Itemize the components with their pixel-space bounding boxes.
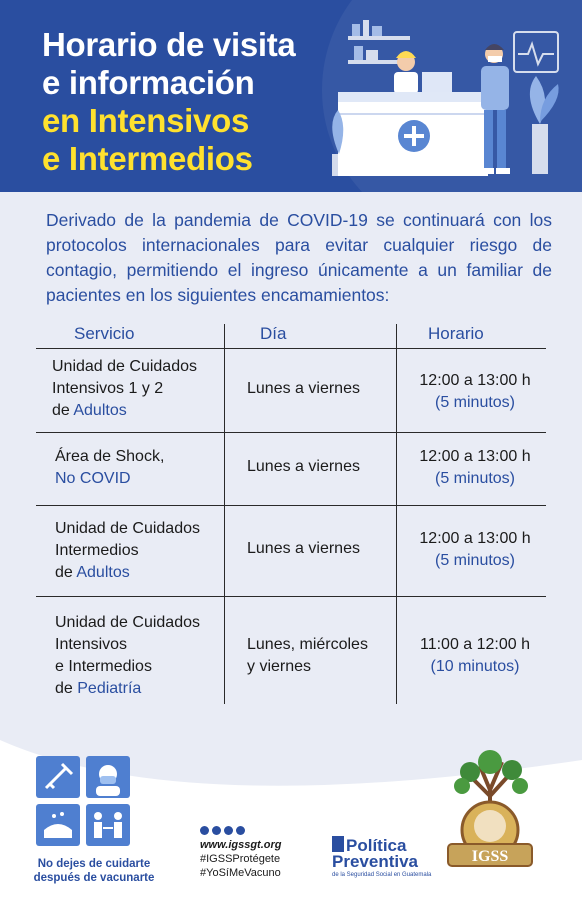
table-row <box>52 356 197 422</box>
servicio-highlight: No COVID <box>55 470 131 487</box>
social-icons <box>200 826 282 835</box>
social-info <box>200 826 282 880</box>
mask-icon <box>86 756 130 798</box>
vaccine-icon <box>36 756 80 798</box>
hora-text: 12:00 a 13:00 h <box>419 530 531 547</box>
servicio-text: e Intermedios <box>55 658 152 675</box>
distance-icon <box>86 804 130 846</box>
servicio-text: Unidad de Cuidados <box>52 358 197 375</box>
servicio-text <box>55 678 200 700</box>
servicio-prefix: de <box>55 680 78 697</box>
dia-text: Lunes, miércoles <box>247 636 368 653</box>
table-divider <box>36 348 546 349</box>
dia-cell <box>247 634 368 678</box>
table-row <box>55 612 200 700</box>
table-divider <box>36 505 546 506</box>
politica-preventiva-logo <box>332 838 431 878</box>
politica-subtitle: de la Seguridad Social en Guatemala <box>332 872 432 878</box>
horario-cell <box>402 634 548 678</box>
title-line-3: en Intensivos <box>42 102 249 139</box>
servicio-text: Área de Shock, <box>55 448 165 465</box>
politica-mark-icon <box>332 836 344 852</box>
table-divider <box>36 432 546 433</box>
hora-text: 11:00 a 12:00 h <box>419 636 531 653</box>
youtube-icon[interactable] <box>224 826 233 835</box>
title-line-2: e información <box>42 64 255 101</box>
column-divider <box>224 324 225 704</box>
servicio-text: Unidad de Cuidados <box>55 614 200 631</box>
dia-cell: Lunes a viernes <box>247 380 360 397</box>
cta-line: después de vacunarte <box>33 872 155 884</box>
servicio-text: Unidad de Cuidados <box>55 520 200 537</box>
intro-paragraph: Derivado de la pandemia de COVID-19 se continuará con los protocolos internacionales para evitar cualquier riesgo de contagio, permitiendo el ingreso únicamente a un familiar de pacientes en los siguientes encamamientos: <box>46 210 552 305</box>
header-horario: Horario <box>428 324 484 343</box>
servicio-text: Intensivos 1 y 2 <box>52 380 164 397</box>
hora-text: 12:00 a 13:00 h <box>419 448 531 465</box>
dia-cell: Lunes a viernes <box>247 458 360 475</box>
website-link[interactable]: www.igssgt.org <box>200 839 282 851</box>
servicio-prefix: de <box>52 402 74 419</box>
politica-line: Política <box>346 836 407 855</box>
table-row <box>55 446 164 490</box>
igss-logo-text: IGSS <box>471 848 509 865</box>
dia-text: y viernes <box>247 658 312 675</box>
servicio-highlight: Pediatría <box>77 680 142 697</box>
horario-cell <box>402 370 548 414</box>
header-banner <box>0 0 582 192</box>
handwash-icon <box>36 804 80 846</box>
hashtag: #IGSSProtégete <box>200 853 281 865</box>
page-title <box>42 26 296 178</box>
header-servicio: Servicio <box>74 324 135 343</box>
table-header <box>36 324 546 348</box>
duracion-text: (5 minutos) <box>434 552 516 569</box>
hospital-reception-illustration <box>318 14 568 184</box>
facebook-icon[interactable] <box>200 826 209 835</box>
header-dia: Día <box>260 324 287 343</box>
instagram-icon[interactable] <box>236 826 245 835</box>
servicio-text <box>52 400 197 422</box>
servicio-text: Intermedios <box>55 542 139 559</box>
dia-cell: Lunes a viernes <box>247 540 360 557</box>
cta-text <box>24 857 164 885</box>
table-row <box>55 518 200 584</box>
twitter-icon[interactable] <box>212 826 221 835</box>
servicio-highlight: Adultos <box>73 402 127 419</box>
politica-line: Preventiva <box>332 852 418 871</box>
horario-cell <box>402 446 548 490</box>
hora-text: 12:00 a 13:00 h <box>419 372 531 389</box>
servicio-highlight: Adultos <box>76 564 130 581</box>
duracion-text: (5 minutos) <box>434 394 516 411</box>
servicio-text <box>55 562 200 584</box>
column-divider <box>396 324 397 704</box>
servicio-text: Intensivos <box>55 636 128 653</box>
prevention-icons <box>36 756 132 852</box>
title-line-1: Horario de visita <box>42 26 296 63</box>
cta-line: No dejes de cuidarte <box>37 858 151 870</box>
duracion-text: (5 minutos) <box>434 470 516 487</box>
igss-logo <box>440 746 540 876</box>
title-line-4: e Intermedios <box>42 140 253 177</box>
duracion-text: (10 minutos) <box>430 658 520 675</box>
horario-cell <box>402 528 548 572</box>
table-divider <box>36 596 546 597</box>
hashtag: #YoSíMeVacuno <box>200 867 281 879</box>
servicio-prefix: de <box>55 564 77 581</box>
